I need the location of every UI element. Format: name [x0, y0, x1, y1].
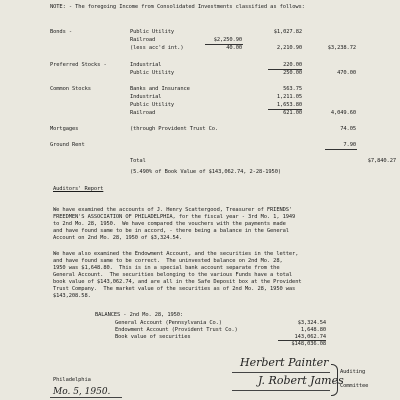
preferred-subtotal: 470.00 — [337, 70, 356, 76]
preferred-rule — [268, 69, 302, 70]
book-value-note: (5.490% of Book Value of $143,062.74, 2-28-1950) — [130, 169, 281, 175]
common-line-amount: 1,653.80 — [276, 102, 302, 108]
place: Philadelphia — [53, 377, 91, 383]
para2-line: 1950 was $1,648.80. This is in a special bank account separate from the — [53, 265, 280, 271]
common-line-desc: Industrial — [130, 94, 162, 100]
bonds-rule — [205, 44, 243, 45]
ground-rent-rule — [325, 149, 357, 150]
balance-amount: $3,324.54 — [297, 320, 326, 326]
bonds-label: Bonds - — [50, 29, 73, 35]
para1-line: We have examined the accounts of J. Henry Scattergood, Treasurer of FRIENDS' — [53, 207, 293, 213]
para2-line: Trust Company. The market value of the securities as of 2nd Mo. 28, 1950 was — [53, 286, 296, 292]
common-label: Common Stocks — [50, 86, 91, 92]
preferred-line-amount: 250.00 — [283, 70, 302, 76]
para1-line: and have found same to be in accord, - there being a balance in the General — [53, 228, 289, 234]
para1-line: to 2nd Mo. 28, 1950. We have compared the vouchers with the payments made — [53, 221, 286, 227]
mortgages-desc: (through Provident Trust Co. — [130, 126, 219, 132]
common-line-desc: Banks and Insurance — [130, 86, 190, 92]
balances-heading: BALANCES - 2nd Mo. 28, 1950: — [95, 312, 184, 318]
mortgages-amount: 74.05 — [340, 126, 356, 132]
bonds-line-amount: $2,250.90 — [213, 37, 242, 43]
preferred-line-desc: Industrial — [130, 62, 162, 68]
balance-total: $148,036.08 — [291, 341, 326, 347]
para2-line: and have found same to be correct. The uninvested balance on 2nd Mo. 28, — [53, 258, 283, 264]
bonds-line-desc: Railroad — [130, 37, 156, 43]
total-amount: $7,840.27 — [367, 158, 396, 164]
signature-line-2 — [232, 390, 330, 391]
ground-rent-amount: 7.90 — [343, 142, 356, 148]
para2-line: We have also examined the Endowment Account, and the securities in the letter, — [53, 251, 299, 257]
date-handwritten: Mo. 5, 1950. — [53, 387, 111, 397]
common-line-desc: Public Utility — [130, 102, 175, 108]
signature-2: J. Robert James — [258, 374, 344, 387]
bonds-line-desc: (less acc'd int.) — [130, 45, 184, 51]
para2-line: $143,208.58. — [53, 293, 91, 299]
signature-line-1 — [232, 372, 330, 373]
note-heading: NOTE: - The foregoing Income from Consolidated Investments classified as follows: — [50, 4, 305, 10]
signature-1: Herbert Painter — [240, 356, 329, 369]
balance-label: Endowment Account (Provident Trust Co.) — [115, 327, 238, 333]
balance-label: Book value of securities — [115, 334, 191, 340]
balance-amount: 143,062.74 — [294, 334, 326, 340]
bonds-line-amount: 40.00 — [226, 45, 242, 51]
total-label: Total — [130, 158, 146, 164]
para2-line: book value of $143,062.74, and are all in the Safe Deposit box at the Provident — [53, 279, 302, 285]
common-line-amount: 563.75 — [283, 86, 302, 92]
common-line-amount: 1,211.05 — [276, 94, 302, 100]
committee-brace — [331, 364, 338, 396]
common-line-desc: Railroad — [130, 110, 156, 116]
common-subtotal: 4,049.60 — [330, 110, 356, 116]
preferred-line-amount: 220.00 — [283, 62, 302, 68]
bonds-line-amount: $1,027.82 — [273, 29, 302, 35]
date-line — [50, 397, 122, 398]
mortgages-label: Mortgages — [50, 126, 79, 132]
auditors-heading: Auditors' Report — [53, 186, 104, 192]
para1-line: Account on 2nd Mo. 28, 1950 of $3,324.54. — [53, 235, 182, 241]
bonds-line-amount: 2,210.90 — [276, 45, 302, 51]
balance-amount: 1,648.80 — [300, 327, 326, 333]
balance-label: General Account (Pennsylvania Co.) — [115, 320, 222, 326]
common-rule — [268, 109, 302, 110]
bonds-line-desc: Public Utility — [130, 29, 175, 35]
ground-rent-label: Ground Rent — [50, 142, 85, 148]
preferred-line-desc: Public Utility — [130, 70, 175, 76]
committee-label: Committee — [340, 383, 369, 389]
common-line-amount: 621.00 — [283, 110, 302, 116]
para1-line: FREEDMEN'S ASSOCIATION OF PHILADELPHIA, for the fiscal year - 3rd Mo. 1, 1949 — [53, 214, 296, 220]
bonds-subtotal: $3,238.72 — [327, 45, 356, 51]
para2-line: General Account. The securities belonging to the various Funds have a total — [53, 272, 293, 278]
auditing-label: Auditing — [340, 369, 366, 375]
preferred-label: Preferred Stocks - — [50, 62, 107, 68]
